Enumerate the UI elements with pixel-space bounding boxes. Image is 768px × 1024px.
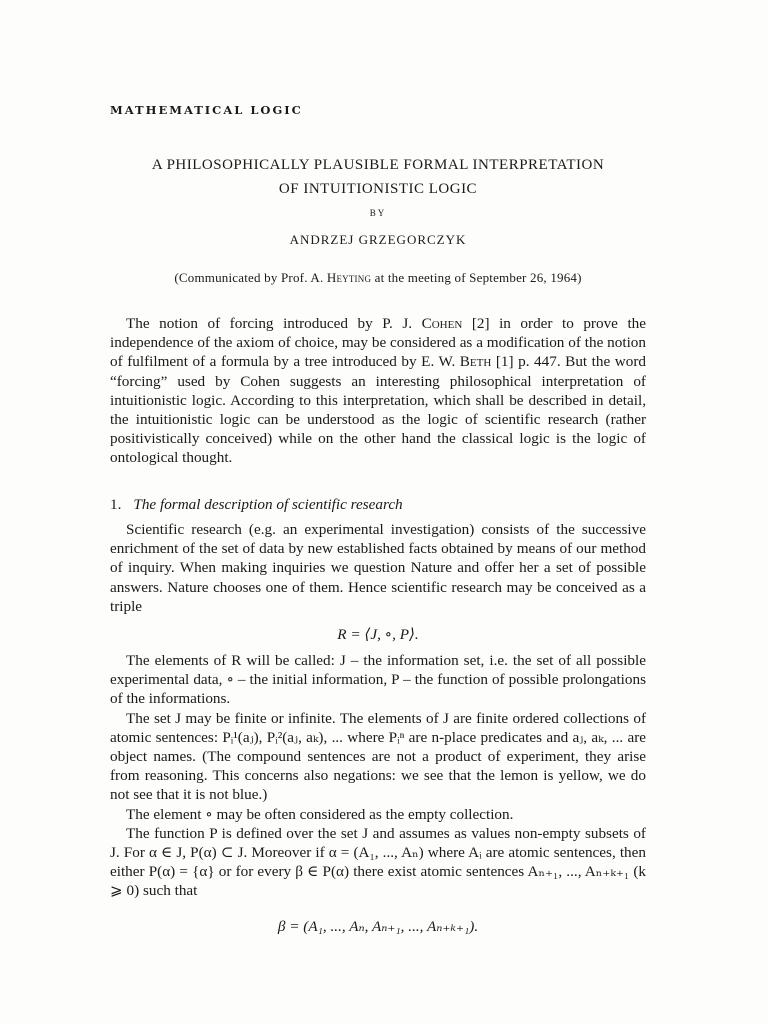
communicated-post: at the meeting of September 26, 1964) [371,270,582,285]
research-paragraph [110,520,646,616]
elements-paragraph: The elements of R will be called: J – the information set, i.e. the set of all possible experimental data, ∘ – the initial information, P – the function of possible prolongations of the informations. [110,652,646,708]
definitions-block [110,651,646,901]
intro-text-b: [2] in order to prove the independence of the axiom of choice, may be considered as a modification of the notion of fulfilment of a formula by a tree introduced by E. W. [110,315,647,371]
by-label: BY [369,208,387,218]
title-line-2: OF INTUITIONISTIC LOGIC [278,181,478,197]
initial-element-paragraph: The element ∘ may be often considered as the empty collection. [126,805,514,823]
section-label: MATHEMATICAL LOGIC [110,103,303,117]
beta-formula: β = (A₁, ..., Aₙ, Aₙ₊₁, ..., Aₙ₊ₖ₊₁). [277,918,479,935]
title-line-1: A PHILOSOPHICALLY PLAUSIBLE FORMAL INTERPRETATION [151,157,605,173]
function-p-paragraph: The function P is defined over the set J and assumes as values non-empty subsets of J. For α ∈ J, P(α) ⊂ J. Moreover if α = (A₁, ..., Aₙ) where Aᵢ are atomic sentences, then either P(α) = {α} or for every β ∈ P(α) there exist atomic sentences Aₙ₊₁, ..., Aₙ₊ₖ₊₁ (k ⩾ 0) such that [110,824,646,900]
section-number: 1. [110,496,122,513]
author-name: ANDRZEJ GRZEGORCZYK [289,232,467,247]
section-title: The formal description of scientific research [133,496,403,513]
beth-name: Beth [459,353,492,371]
section-heading [110,496,403,514]
intro-text-c: [1] p. 447. But the word “forcing” used by Cohen suggests an interesting philosophical interpretation of intuitionistic logic. According to this interpretation, which shall be described in detail, the intuitionistic logic can be understood as the logic of scientific research (rather positivistically conceived) while on the other hand the classical logic is the logic of ontological thought. [110,353,646,467]
communicated-name: Heyting [326,270,372,285]
intro-text-a: The notion of forcing introduced by P. J. [126,315,422,332]
intro-paragraph [110,314,646,468]
cohen-name: Cohen [421,315,463,332]
paper-title [110,153,646,201]
communicated-pre: (Communicated by Prof. A. [174,270,327,285]
communicated-note [110,270,646,286]
triple-formula: R = ⟨J, ∘, P⟩. [337,626,419,643]
research-text: Scientific research (e.g. an experimental investigation) consists of the successive enrichment of the set of data by new established facts obtained by means of our method of inquiry. When making inquiries we question Nature and offer her a set of possible answers. Nature chooses one of them. Hence scientific research may be conceived as a triple [110,521,646,615]
set-j-paragraph: The set J may be finite or infinite. The elements of J are finite ordered collections of atomic sentences: Pᵢ¹(aⱼ), Pᵢ²(aⱼ, aₖ), ... where Pᵢⁿ are n-place predicates and aⱼ, aₖ, ... are object names. (The compound sentences are not a product of experiment, they arise from reasoning. This concerns also negations: we see that the lemon is yellow, we do not see that it is not blue.) [110,709,646,804]
